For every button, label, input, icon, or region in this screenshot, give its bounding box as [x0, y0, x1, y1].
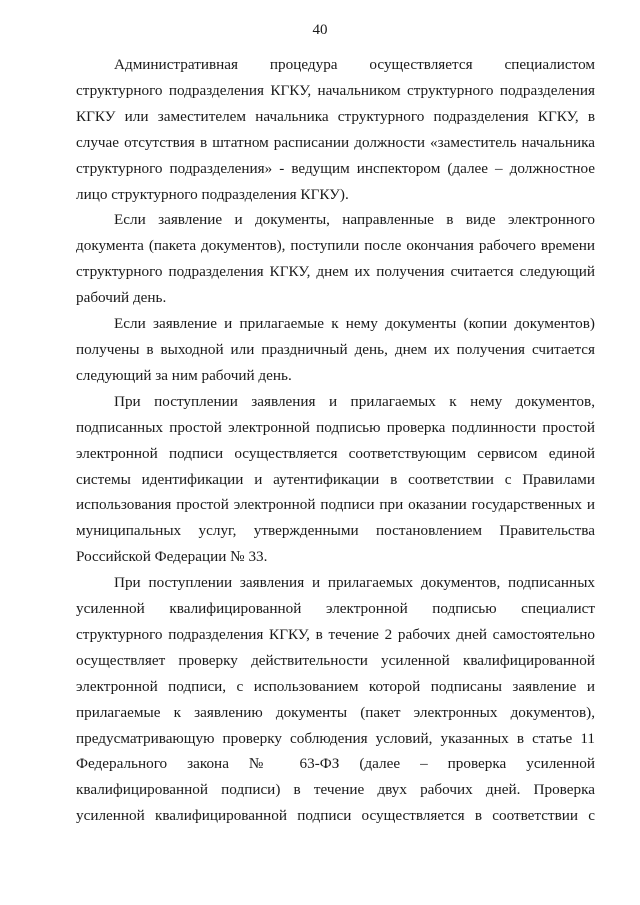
paragraph-simple-signature: [76, 389, 595, 570]
text-line: муниципальных услуг, утвержденными постановлением Правительства: [76, 522, 595, 540]
text-line: получены в выходной или праздничный день, днем их получения считается: [76, 340, 595, 358]
text-line: структурного подразделения КГКУ, в течение 2 рабочих дней самостоятельно: [76, 625, 595, 643]
text-line: При поступлении заявления и прилагаемых к нему документов,: [114, 392, 595, 410]
paragraph-after-hours-receipt: [76, 207, 595, 311]
text-line: КГКУ или заместителем начальника структурного подразделения КГКУ, в: [76, 107, 595, 125]
text-line: случае отсутствия в штатном расписании должности «заместитель начальника: [76, 133, 595, 151]
text-line: использования простой электронной подписи при оказании государственных и: [76, 496, 595, 514]
text-line: Если заявление и прилагаемые к нему документы (копии документов): [114, 315, 595, 333]
text-line: усиленной квалифицированной подписи осуществляется в соответствии с: [76, 807, 595, 825]
text-line: следующий за ним рабочий день.: [76, 366, 292, 384]
paragraph-administrative-procedure: [76, 52, 595, 207]
text-line: прилагаемые к заявлению документы (пакет электронных документов),: [76, 703, 595, 721]
text-line: осуществляет проверку действительности усиленной квалифицированной: [76, 651, 595, 669]
text-line: Федерального закона № 63-ФЗ (далее – проверка усиленной: [76, 755, 595, 773]
text-line: Российской Федерации № 33.: [76, 548, 268, 566]
text-line: подписанных простой электронной подписью проверка подлинности простой: [76, 418, 595, 436]
text-line: рабочий день.: [76, 289, 167, 307]
document-body: [76, 52, 595, 829]
text-line: усиленной квалифицированной электронной подписью специалист: [76, 600, 595, 618]
text-line: Административная процедура осуществляется специалистом: [114, 56, 595, 73]
text-line: предусматривающую проверку соблюдения условий, указанных в статье 11: [76, 729, 595, 747]
text-line: Если заявление и документы, направленные в виде электронного: [114, 211, 595, 229]
text-line: квалифицированной подписи) в течение двух рабочих дней. Проверка: [76, 781, 595, 799]
paragraph-holiday-receipt: [76, 311, 595, 389]
text-line: системы идентификации и аутентификации в соответствии с Правилами: [76, 470, 595, 488]
page-number: 40: [312, 22, 328, 38]
text-line: электронной подписи осуществляется соответствующим сервисом единой: [76, 444, 595, 462]
text-line: лицо структурного подразделения КГКУ).: [76, 185, 349, 203]
text-line: При поступлении заявления и прилагаемых документов, подписанных: [114, 574, 595, 592]
text-line: структурного подразделения КГКУ, начальником структурного подразделения: [76, 81, 595, 99]
text-line: электронной подписи, с использованием которой подписаны заявление и: [76, 677, 595, 695]
text-line: структурного подразделения КГКУ, днем их получения считается следующий: [76, 263, 595, 281]
text-line: структурного подразделения» - ведущим инспектором (далее – должностное: [76, 159, 595, 177]
text-line: документа (пакета документов), поступили после окончания рабочего времени: [76, 237, 595, 255]
paragraph-qualified-signature: [76, 570, 595, 829]
